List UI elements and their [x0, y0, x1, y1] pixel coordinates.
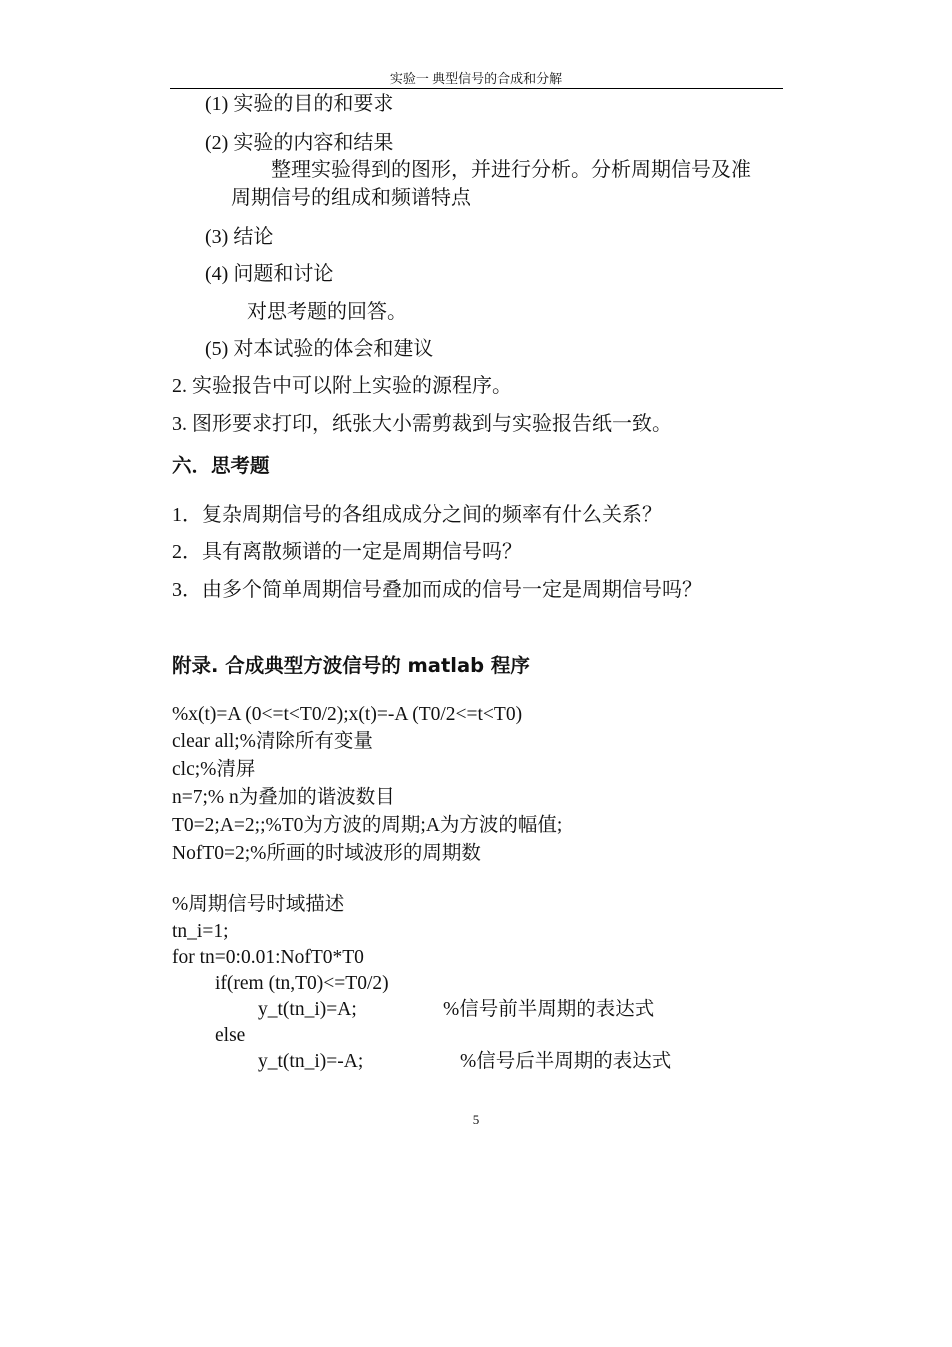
- code-line: clc;%清屏: [172, 759, 256, 780]
- code-line: %周期信号时域描述: [172, 894, 345, 915]
- code-line: tn_i=1;: [172, 921, 229, 942]
- code-line: for tn=0:0.01:NofT0*T0: [172, 947, 364, 968]
- appendix-heading: 附录. 合成典型方波信号的 matlab 程序: [172, 654, 530, 677]
- question-2: 2．具有离散频谱的一定是周期信号吗？: [172, 541, 522, 563]
- page-number: 5: [472, 1112, 480, 1127]
- code-comment: %信号前半周期的表达式: [443, 999, 655, 1020]
- code-line: NofT0=2;%所画的时域波形的周期数: [172, 843, 481, 864]
- code-line: if(rem (tn,T0)<=T0/2): [215, 973, 389, 994]
- question-1: 1．复杂周期信号的各组成成分之间的频率有什么关系？: [172, 504, 662, 526]
- code-line: y_t(tn_i)=A;: [258, 999, 357, 1020]
- code-line: n=7;% n为叠加的谐波数目: [172, 787, 395, 808]
- report-item-5: (5) 对本试验的体会和建议: [205, 338, 434, 360]
- report-item-2-detail-line2: 周期信号的组成和频谱特点: [231, 187, 471, 209]
- running-header: 实验一 典型信号的合成和分解: [389, 71, 563, 86]
- code-comment: %信号后半周期的表达式: [460, 1051, 672, 1072]
- note-3: 3. 图形要求打印，纸张大小需剪裁到与实验报告纸一致。: [172, 413, 672, 435]
- code-line: y_t(tn_i)=-A;: [258, 1051, 364, 1072]
- code-line: else: [215, 1025, 246, 1046]
- code-line: T0=2;A=2;;%T0为方波的周期;A为方波的幅值;: [172, 815, 563, 836]
- header-rule: [170, 88, 783, 89]
- report-item-3: (3) 结论: [205, 226, 274, 248]
- report-item-4: (4) 问题和讨论: [205, 263, 334, 285]
- report-item-4-detail: 对思考题的回答。: [247, 301, 407, 323]
- section-heading-questions: 六．思考题: [172, 454, 270, 477]
- report-item-2-detail-line1: 整理实验得到的图形，并进行分析。分析周期信号及准: [271, 159, 751, 181]
- note-2: 2. 实验报告中可以附上实验的源程序。: [172, 375, 512, 397]
- report-item-1: (1) 实验的目的和要求: [205, 93, 394, 115]
- code-line: clear all;%清除所有变量: [172, 731, 373, 752]
- question-3: 3．由多个简单周期信号叠加而成的信号一定是周期信号吗？: [172, 579, 702, 601]
- code-line: %x(t)=A (0<=t<T0/2);x(t)=-A (T0/2<=t<T0): [172, 704, 523, 725]
- report-item-2: (2) 实验的内容和结果: [205, 132, 394, 154]
